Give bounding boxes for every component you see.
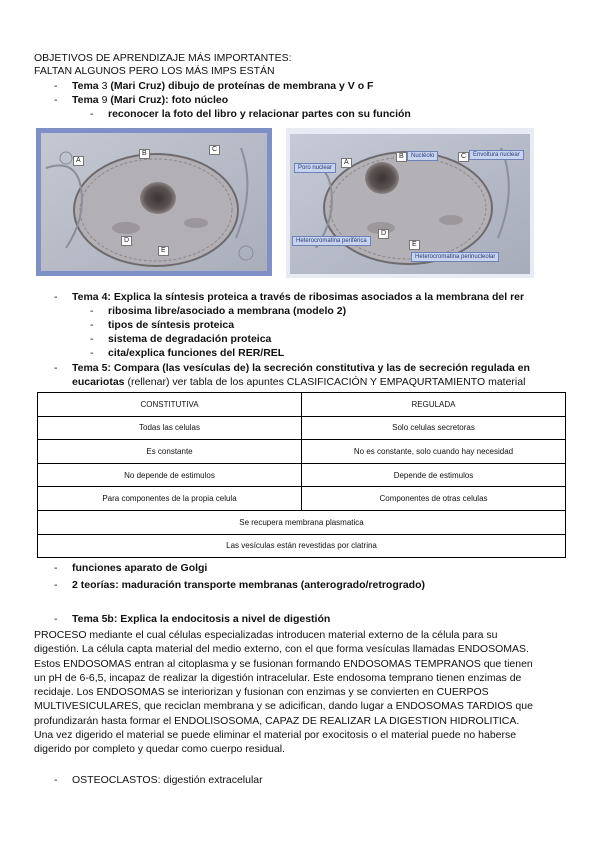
bullet-tema5: Tema 5: Compara (las vesículas de) la secreción constitutiva y las de secreción regulada en bbox=[72, 362, 530, 374]
table-row bbox=[38, 416, 566, 440]
photo-label-d: D bbox=[378, 229, 389, 239]
photo-label-a: A bbox=[341, 158, 352, 168]
tema4-item: ribosima libre/asociado a membrana (modelo 2) bbox=[108, 305, 347, 317]
tema5-line2-rest: (rellenar) ver tabla de los apuntes CLASIFICACIÓN Y EMPAQURTAMIENTO material bbox=[124, 376, 526, 388]
bullet-teorias: 2 teorías: maduración transporte membranas (anterogrado/retrogrado) bbox=[72, 579, 425, 591]
nucleus-micrograph-left bbox=[36, 128, 272, 276]
bullet-tema5b: Tema 5b: Explica la endocitosis a nivel de digestión bbox=[72, 613, 331, 625]
nucleus-micrograph-right bbox=[286, 128, 534, 278]
table-row bbox=[38, 463, 566, 487]
photo-label-e: E bbox=[158, 246, 169, 256]
endocytosis-paragraph bbox=[34, 628, 570, 757]
micrograph-left-image bbox=[36, 128, 272, 276]
header-line-2: FALTAN ALGUNOS PERO LOS MÁS IMPS ESTÁN bbox=[34, 65, 275, 77]
table-cell: Componentes de otras celulas bbox=[302, 487, 566, 511]
table-header-row bbox=[38, 393, 566, 417]
bullet-number: 3 bbox=[101, 80, 108, 92]
bullet-osteoclastos: OSTEOCLASTOS: digestión extracelular bbox=[72, 774, 263, 786]
table-cell: Es constante bbox=[38, 440, 302, 464]
photo-label-b: B bbox=[139, 149, 150, 159]
bullet-dash: - bbox=[54, 774, 58, 786]
bullet-text: (Mari Cruz) dibujo de proteínas de membrana y V o F bbox=[107, 80, 374, 92]
paragraph-line: Una vez digerido el material se puede eliminar el material por exocitosis o el material puede no haberse bbox=[34, 729, 517, 742]
paragraph-line: un pH de 6-6,5, incapaz de realizar la digestión intracelular. Este endosoma temprano tienen enzimas de bbox=[34, 671, 522, 684]
table-row-merged bbox=[38, 534, 566, 558]
table-cell: No depende de estimulos bbox=[38, 463, 302, 487]
bullet-prefix: Tema bbox=[72, 80, 102, 92]
bullet-tema4: Tema 4: Explica la síntesis proteica a través de ribosimas asociados a la membrana del rer bbox=[72, 291, 525, 303]
table-row bbox=[38, 487, 566, 511]
paragraph-line: profundizarán hasta formar el ENDOLISOSOMA, CAPAZ DE REALIZAR LA DIGESTION HIDROLITICA. bbox=[34, 714, 520, 727]
bullet-dash: - bbox=[54, 80, 58, 92]
table-header-cell: CONSTITUTIVA bbox=[38, 393, 302, 417]
photo-label-d: D bbox=[121, 236, 132, 246]
secretion-comparison-table bbox=[37, 392, 566, 558]
photo-label-a: A bbox=[73, 156, 84, 166]
photo-tag-envoltura: Envoltura nuclear bbox=[469, 150, 524, 160]
bullet-tema9 bbox=[72, 94, 228, 107]
photo-tag-heterocromatina-perinucleolar: Heterocromatina perinucleolar bbox=[411, 252, 499, 262]
sub-bullet-dash: - bbox=[90, 319, 94, 331]
bullet-number: 9 bbox=[101, 94, 108, 106]
table-cell: Para componentes de la propia celula bbox=[38, 487, 302, 511]
tema4-item: sistema de degradación proteica bbox=[108, 333, 272, 345]
header-line-1: OBJETIVOS DE APRENDIZAJE MÁS IMPORTANTES: bbox=[34, 52, 292, 64]
table-header-cell: REGULADA bbox=[302, 393, 566, 417]
tema5-line2 bbox=[72, 376, 525, 389]
paragraph-line: Estos ENDOSOMAS entran al citoplasma y se fusionan formando ENDOSOMAS TEMPRANOS que tienen bbox=[34, 657, 533, 670]
table-cell: No es constante, solo cuando hay necesidad bbox=[302, 440, 566, 464]
bullet-dash: - bbox=[54, 362, 58, 374]
sub-bullet-dash: - bbox=[90, 305, 94, 317]
table-row-merged bbox=[38, 510, 566, 534]
photo-label-e: E bbox=[409, 240, 420, 250]
photo-label-c: C bbox=[209, 145, 220, 155]
sub-bullet-dash: - bbox=[90, 347, 94, 359]
tema4-item: tipos de síntesis proteica bbox=[108, 319, 235, 331]
paragraph-line: PROCESO mediante el cual células especializadas introducen material externo de la célula para su bbox=[34, 629, 498, 641]
photo-tag-nucleolo: Nucléolo bbox=[407, 151, 438, 161]
bullet-dash: - bbox=[54, 562, 58, 574]
sub-bullet-dash: - bbox=[90, 108, 94, 120]
tema4-item: cita/explica funciones del RER/REL bbox=[108, 347, 285, 359]
bullet-dash: - bbox=[54, 291, 58, 303]
table-cell-merged: Se recupera membrana plasmatica bbox=[38, 510, 566, 534]
sub-bullet-dash: - bbox=[90, 333, 94, 345]
photo-tag-poro-nuclear: Poro nuclear bbox=[294, 163, 336, 173]
table-cell: Todas las celulas bbox=[38, 416, 302, 440]
sub-bullet-photo: reconocer la foto del libro y relacionar partes con su función bbox=[108, 108, 411, 120]
bullet-dash: - bbox=[54, 613, 58, 625]
paragraph-line: recidaje. Los ENDOSOMAS se interiorizan y fusionan con enzimas y se convierten en CUERPOS bbox=[34, 686, 489, 699]
tema5-eucariotas: eucariotas bbox=[72, 376, 125, 388]
table-cell: Depende de estimulos bbox=[302, 463, 566, 487]
paragraph-line: digerido por completo y quedar como cuerpo residual. bbox=[34, 743, 285, 756]
photo-label-c: C bbox=[458, 152, 469, 162]
bullet-dash: - bbox=[54, 94, 58, 106]
bullet-tema3 bbox=[72, 80, 373, 93]
bullet-prefix: Tema bbox=[72, 94, 102, 106]
bullet-golgi: funciones aparato de Golgi bbox=[72, 562, 208, 574]
paragraph-line: MULTIVESICULARES, que reciclan membrana y se adicifican, dando lugar a ENDOSOMAS TARDIOS que bbox=[34, 700, 533, 713]
table-cell-merged: Las vesículas están revestidas por clatrina bbox=[38, 534, 566, 558]
table-row bbox=[38, 440, 566, 464]
photo-tag-heterocromatina-periferica: Heterocromatina periférica bbox=[292, 236, 371, 246]
photo-label-b: B bbox=[396, 152, 407, 162]
table-cell: Solo celulas secretoras bbox=[302, 416, 566, 440]
bullet-text: (Mari Cruz): foto núcleo bbox=[107, 94, 229, 106]
paragraph-line: digestión. La célula capta material del medio externo, con el que forma vesículas llamadas ENDOSOMAS. bbox=[34, 643, 529, 656]
bullet-dash: - bbox=[54, 579, 58, 591]
